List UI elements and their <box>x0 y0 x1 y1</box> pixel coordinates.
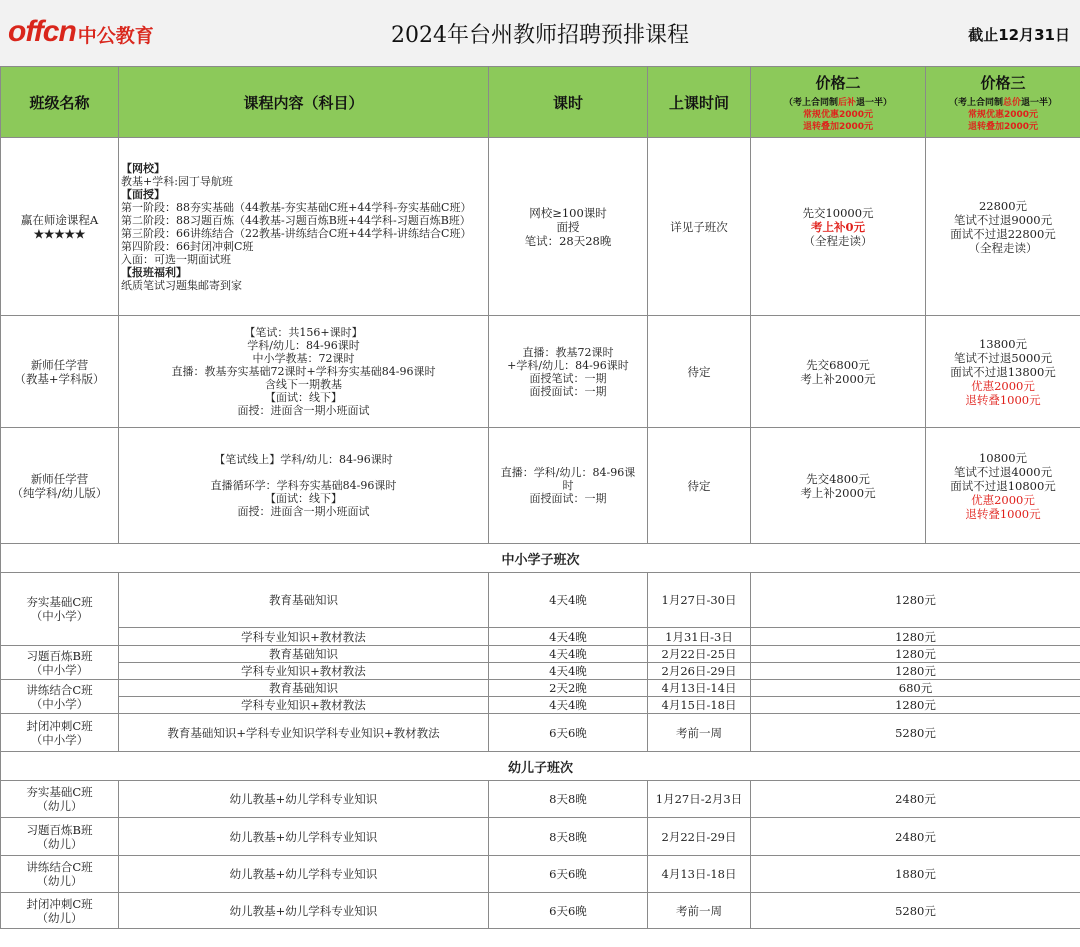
price-cell: 1880元 <box>751 856 1080 893</box>
hours-cell: 4天4晚 <box>489 663 648 680</box>
col-header-price2: 价格二 （考上合同制后补退一半） 常规优惠2000元 退转叠加2000元 <box>751 67 926 138</box>
col-header-hours: 课时 <box>489 67 648 138</box>
page-title: 2024年台州教师招聘预排课程 <box>391 23 689 48</box>
price2-cell: 先交6800元 考上补2000元 <box>751 316 926 428</box>
subject-cell: 幼儿教基+幼儿学科专业知识 <box>119 781 489 818</box>
price2-cell: 先交4800元 考上补2000元 <box>751 428 926 544</box>
course-content-cell: 【网校】 教基+学科:园丁导航班 【面授】 第一阶段：88夯实基础（44教基-夯实基础C班+44学科-夯实基础C班） 第二阶段：88习题百炼（44教基-习题百炼B班+44学科-习题百炼B班） 第三阶段：66讲练结合（22教基-讲练结合C班+44学科-讲练结合C班） 第四阶段：66封闭冲刺C班 入面：可选一期面试班 【报班福利】 纸质笔试习题集邮寄到家 <box>119 138 489 316</box>
subject-cell: 教育基础知识 <box>119 646 489 663</box>
price2-cell: 先交10000元 考上补0元 （全程走读） <box>751 138 926 316</box>
time-cell: 待定 <box>648 316 751 428</box>
hours-cell: 4天4晚 <box>489 646 648 663</box>
section-row <box>1 752 1080 781</box>
table-row <box>1 856 1080 893</box>
table-row <box>1 697 1080 714</box>
price3-cell: 10800元 笔试不过退4000元 面试不过退10800元 优惠2000元 退转叠1000元 <box>926 428 1080 544</box>
class-name-cell: 新师任学营 （教基+学科版） <box>1 316 119 428</box>
price-cell: 1280元 <box>751 697 1080 714</box>
logo-chinese-name: 中公教育 <box>77 24 154 47</box>
price3-cell: 13800元 笔试不过退5000元 面试不过退13800元 优惠2000元 退转叠1000元 <box>926 316 1080 428</box>
table-row <box>1 781 1080 818</box>
table-row <box>1 628 1080 646</box>
table-header-row <box>1 67 1080 138</box>
hours-cell: 4天4晚 <box>489 628 648 646</box>
subject-cell: 教育基础知识+学科专业知识学科专业知识+教材教法 <box>119 714 489 752</box>
price-cell: 5280元 <box>751 893 1080 929</box>
hours-cell: 6天6晚 <box>489 856 648 893</box>
class-name-cell: 习题百炼B班 （幼儿） <box>1 818 119 856</box>
course-table <box>0 66 1080 929</box>
subject-cell: 教育基础知识 <box>119 680 489 697</box>
hours-cell: 4天4晚 <box>489 573 648 628</box>
section-row <box>1 544 1080 573</box>
subject-cell: 学科专业知识+教材教法 <box>119 663 489 680</box>
price-cell: 5280元 <box>751 714 1080 752</box>
table-row <box>1 893 1080 929</box>
table-row <box>1 680 1080 697</box>
hours-cell: 6天6晚 <box>489 714 648 752</box>
col-header-price3: 价格三 （考上合同制总价退一半） 常规优惠2000元 退转叠加2000元 <box>926 67 1080 138</box>
time-cell: 1月27日-30日 <box>648 573 751 628</box>
course-row <box>1 428 1080 544</box>
table-row <box>1 663 1080 680</box>
hours-cell: 8天8晚 <box>489 818 648 856</box>
class-name-cell: 讲练结合C班 （幼儿） <box>1 856 119 893</box>
subject-cell: 幼儿教基+幼儿学科专业知识 <box>119 856 489 893</box>
class-name-cell: 习题百炼B班 （中小学） <box>1 646 119 680</box>
class-name-cell: 封闭冲刺C班 （幼儿） <box>1 893 119 929</box>
class-name-cell: 夯实基础C班 （中小学） <box>1 573 119 646</box>
hours-cell: 6天6晚 <box>489 893 648 929</box>
hours-cell: 直播：学科/幼儿：84-96课 时 面授面试：一期 <box>489 428 648 544</box>
price-cell: 1280元 <box>751 573 1080 628</box>
class-name-cell: 讲练结合C班 （中小学） <box>1 680 119 714</box>
col-header-class-name: 班级名称 <box>1 67 119 138</box>
col-header-content: 课程内容（科目） <box>119 67 489 138</box>
price3-cell: 22800元 笔试不过退9000元 面试不过退22800元 （全程走读） <box>926 138 1080 316</box>
time-cell: 2月22日-25日 <box>648 646 751 663</box>
course-content-cell: 【笔试：共156+课时】 学科/幼儿：84-96课时 中小学教基：72课时 直播：教基夯实基础72课时+学科夯实基础84-96课时 含线下一期教基 【面试：线下】 面授：进面含一期小班面试 <box>119 316 489 428</box>
class-name-cell: 封闭冲刺C班 （中小学） <box>1 714 119 752</box>
time-cell: 4月13日-14日 <box>648 680 751 697</box>
title-bar <box>0 0 1080 67</box>
hours-cell: 8天8晚 <box>489 781 648 818</box>
course-row <box>1 316 1080 428</box>
section-title-kinder: 幼儿子班次 <box>1 752 1080 781</box>
time-cell: 4月15日-18日 <box>648 697 751 714</box>
class-name-cell: 赢在师途课程A ★★★★★ <box>1 138 119 316</box>
hours-cell: 直播：教基72课时 +学科/幼儿：84-96课时 面授笔试：一期 面授面试：一期 <box>489 316 648 428</box>
time-cell: 详见子班次 <box>648 138 751 316</box>
time-cell: 2月22日-29日 <box>648 818 751 856</box>
subject-cell: 幼儿教基+幼儿学科专业知识 <box>119 818 489 856</box>
subject-cell: 学科专业知识+教材教法 <box>119 628 489 646</box>
price-cell: 2480元 <box>751 781 1080 818</box>
course-row <box>1 138 1080 316</box>
section-title-primary: 中小学子班次 <box>1 544 1080 573</box>
time-cell: 1月31日-3日 <box>648 628 751 646</box>
subject-cell: 幼儿教基+幼儿学科专业知识 <box>119 893 489 929</box>
hours-cell: 2天2晚 <box>489 680 648 697</box>
table-row <box>1 714 1080 752</box>
table-row <box>1 646 1080 663</box>
price-cell: 680元 <box>751 680 1080 697</box>
subject-cell: 学科专业知识+教材教法 <box>119 697 489 714</box>
time-cell: 待定 <box>648 428 751 544</box>
time-cell: 考前一周 <box>648 714 751 752</box>
time-cell: 4月13日-18日 <box>648 856 751 893</box>
price-cell: 1280元 <box>751 646 1080 663</box>
class-name-cell: 夯实基础C班 （幼儿） <box>1 781 119 818</box>
col-header-time: 上课时间 <box>648 67 751 138</box>
star-rating: ★★★★★ <box>33 226 86 241</box>
course-content-cell: 【笔试线上】学科/幼儿：84-96课时 直播循环学：学科夯实基础84-96课时 【面试：线下】 面授：进面含一期小班面试 <box>119 428 489 544</box>
hours-cell: 4天4晚 <box>489 697 648 714</box>
price-cell: 1280元 <box>751 628 1080 646</box>
time-cell: 2月26日-29日 <box>648 663 751 680</box>
subject-cell: 教育基础知识 <box>119 573 489 628</box>
logo-wordmark: offcn <box>8 15 76 48</box>
hours-cell: 网校≥100课时 面授 笔试：28天28晚 <box>489 138 648 316</box>
table-row <box>1 818 1080 856</box>
table-row <box>1 573 1080 628</box>
time-cell: 考前一周 <box>648 893 751 929</box>
price-cell: 1280元 <box>751 663 1080 680</box>
class-name-cell: 新师任学营 （纯学科/幼儿版） <box>1 428 119 544</box>
price-cell: 2480元 <box>751 818 1080 856</box>
time-cell: 1月27日-2月3日 <box>648 781 751 818</box>
deadline-label: 截止12月31日 <box>968 26 1070 44</box>
